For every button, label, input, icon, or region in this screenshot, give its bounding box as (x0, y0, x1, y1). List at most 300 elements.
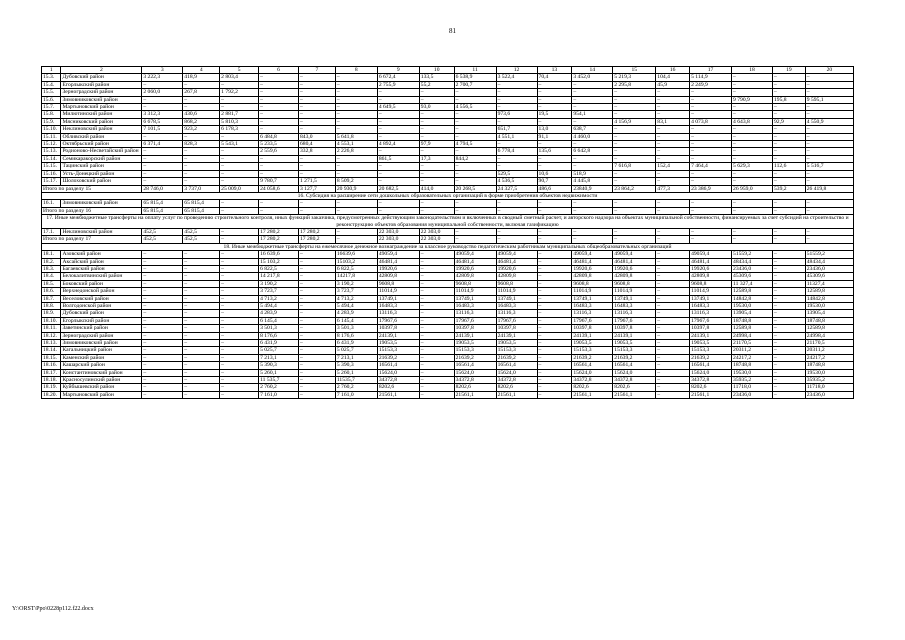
amount-cell: – (537, 163, 572, 170)
amount-cell: 21639,2 (496, 354, 537, 361)
amount-cell: – (377, 163, 419, 170)
amount-cell: 17967,6 (572, 317, 613, 324)
amount-cell: – (298, 317, 335, 324)
amount-cell: 70,4 (537, 74, 572, 81)
amount-cell: 8202,6 (454, 384, 496, 391)
amount-cell: – (537, 303, 572, 310)
amount-cell: 112,6 (772, 163, 805, 170)
amount-cell: – (690, 133, 732, 140)
amount-cell: – (259, 200, 299, 207)
amount-cell: 15624,0 (690, 369, 732, 376)
amount-cell: 24998,4 (805, 332, 853, 339)
amount-cell: 19053,5 (572, 340, 613, 347)
table-row (42, 178, 854, 185)
amount-cell: – (772, 354, 805, 361)
amount-cell: – (772, 81, 805, 88)
row-number: 18.12. (42, 332, 61, 339)
amount-cell: – (142, 325, 183, 332)
table-row (42, 295, 854, 302)
amount-cell: – (496, 163, 537, 170)
total-value: 22 303,0 (419, 236, 454, 243)
amount-cell: 13905,4 (732, 310, 773, 317)
amount-cell: – (142, 273, 183, 280)
amount-cell: – (220, 288, 259, 295)
amount-cell: 46481,4 (690, 258, 732, 265)
amount-cell: 518,9 (572, 170, 613, 177)
column-number: 12 (496, 67, 537, 74)
amount-cell: – (298, 258, 335, 265)
district-name: Зерноградский район (61, 332, 142, 339)
amount-cell: – (772, 141, 805, 148)
amount-cell: 45309,6 (805, 273, 853, 280)
amount-cell: – (732, 170, 773, 177)
amount-cell: – (690, 170, 732, 177)
amount-cell: 11 535,7 (259, 377, 299, 384)
amount-cell: 65 815,4 (183, 200, 220, 207)
amount-cell: – (572, 89, 613, 96)
amount-cell: 4 073,8 (690, 118, 732, 125)
amount-cell: – (772, 258, 805, 265)
amount-cell: – (772, 303, 805, 310)
amount-cell: 90,7 (537, 178, 572, 185)
amount-cell: 21561,1 (690, 391, 732, 398)
amount-cell: – (805, 89, 853, 96)
amount-cell: 15153,3 (377, 347, 419, 354)
amount-cell: 19530,0 (805, 369, 853, 376)
amount-cell: 15153,3 (613, 347, 656, 354)
amount-cell: 844,2 (454, 155, 496, 162)
amount-cell: 13749,1 (690, 295, 732, 302)
amount-cell: – (183, 340, 220, 347)
amount-cell: – (732, 126, 773, 133)
amount-cell: – (772, 155, 805, 162)
total-value: 3 127,7 (298, 185, 335, 192)
amount-cell: – (805, 141, 853, 148)
amount-cell: 19,5 (537, 111, 572, 118)
amount-cell: 12589,8 (732, 325, 773, 332)
amount-cell: – (419, 133, 454, 140)
amount-cell: – (142, 258, 183, 265)
amount-cell: 45309,6 (732, 273, 773, 280)
district-name: Верхнедонской район (61, 288, 142, 295)
amount-cell: – (732, 228, 773, 235)
amount-cell: – (220, 340, 259, 347)
amount-cell: 4 551,1 (496, 133, 537, 140)
amount-cell: 5 390,3 (335, 362, 377, 369)
total-label: Итого по разделу 17 (42, 236, 142, 243)
amount-cell: 34372,8 (613, 377, 656, 384)
amount-cell: 6 538,9 (454, 74, 496, 81)
amount-cell: 45,9 (656, 81, 690, 88)
row-number: 15.15. (42, 163, 61, 170)
amount-cell: – (572, 141, 613, 148)
amount-cell: 11014,9 (613, 288, 656, 295)
amount-cell: 11014,9 (454, 288, 496, 295)
total-value: – (220, 236, 259, 243)
table-row (42, 89, 854, 96)
table-row (42, 74, 854, 81)
amount-cell: 16483,3 (690, 303, 732, 310)
amount-cell: – (142, 163, 183, 170)
amount-cell: – (656, 126, 690, 133)
amount-cell: 16483,3 (496, 303, 537, 310)
district-name: Кашарский район (61, 362, 142, 369)
amount-cell: – (454, 178, 496, 185)
amount-cell: 35935,2 (732, 377, 773, 384)
amount-cell: – (656, 258, 690, 265)
amount-cell: – (220, 155, 259, 162)
amount-cell: – (656, 111, 690, 118)
amount-cell: 5 494,4 (259, 303, 299, 310)
amount-cell: – (656, 155, 690, 162)
amount-cell: – (537, 317, 572, 324)
amount-cell: – (454, 89, 496, 96)
column-number: 9 (377, 67, 419, 74)
amount-cell: – (419, 362, 454, 369)
amount-cell: – (377, 200, 419, 207)
section-total-row (42, 207, 854, 214)
amount-cell: 13,0 (537, 126, 572, 133)
amount-cell: 133,5 (419, 74, 454, 81)
amount-cell: – (183, 384, 220, 391)
amount-cell: 24139,1 (377, 332, 419, 339)
amount-cell: 42809,8 (690, 273, 732, 280)
row-number: 18.1. (42, 251, 61, 258)
amount-cell: – (772, 384, 805, 391)
table-row (42, 141, 854, 148)
amount-cell: – (772, 347, 805, 354)
amount-cell: 1 271,5 (298, 178, 335, 185)
amount-cell: 22 303,0 (377, 228, 419, 235)
table-row (42, 155, 854, 162)
amount-cell: 6 431,9 (335, 340, 377, 347)
amount-cell: 24998,4 (732, 332, 773, 339)
amount-cell: 6 678,5 (142, 118, 183, 125)
total-value: 3 737,0 (183, 185, 220, 192)
amount-cell: – (183, 265, 220, 272)
amount-cell: 452,5 (183, 228, 220, 235)
amount-cell: – (377, 118, 419, 125)
amount-cell: 5 641,8 (335, 133, 377, 140)
amount-cell: 973,6 (496, 111, 537, 118)
amount-cell: 4 649,5 (377, 104, 419, 111)
amount-cell: 2 060,0 (142, 89, 183, 96)
amount-cell: – (732, 141, 773, 148)
total-value: – (772, 236, 805, 243)
amount-cell: 6 178,3 (220, 126, 259, 133)
total-value: – (656, 207, 690, 214)
amount-cell: 2 226,8 (335, 148, 377, 155)
amount-cell: 6 672,4 (377, 74, 419, 81)
amount-cell: – (142, 354, 183, 361)
amount-cell: – (220, 251, 259, 258)
amount-cell: 16483,3 (613, 303, 656, 310)
section-total-row (42, 185, 854, 192)
amount-cell: – (419, 89, 454, 96)
district-name: Зимовниковский район (61, 96, 142, 103)
amount-cell: 17967,6 (690, 317, 732, 324)
row-number: 15.5. (42, 89, 61, 96)
amount-cell: 20311,2 (805, 347, 853, 354)
amount-cell: 267,8 (183, 89, 220, 96)
amount-cell: – (298, 163, 335, 170)
amount-cell: 11014,9 (690, 288, 732, 295)
amount-cell: 49059,4 (377, 251, 419, 258)
amount-cell: 10397,8 (572, 325, 613, 332)
amount-cell: 21561,1 (572, 391, 613, 398)
amount-cell: – (690, 178, 732, 185)
amount-cell: 16483,3 (377, 303, 419, 310)
amount-cell: – (537, 362, 572, 369)
amount-cell: – (805, 133, 853, 140)
amount-cell: – (183, 148, 220, 155)
amount-cell: – (377, 126, 419, 133)
amount-cell: – (613, 148, 656, 155)
amount-cell: – (656, 170, 690, 177)
amount-cell: 7 161,0 (259, 391, 299, 398)
amount-cell: – (419, 384, 454, 391)
table-body (42, 67, 854, 399)
amount-cell: 42809,8 (613, 273, 656, 280)
section-heading: 18. Иные межбюджетные трансферты на ежемесячное денежное вознаграждение за классное руководство педагогическим работникам муниципальных общеобразовательных организаций (42, 243, 854, 250)
amount-cell: 65 815,4 (142, 200, 183, 207)
district-name: Егорлыкский район (61, 81, 142, 88)
amount-cell: – (419, 280, 454, 287)
total-value: 20 682,5 (377, 185, 419, 192)
amount-cell: – (419, 258, 454, 265)
amount-cell: 5 025,7 (335, 347, 377, 354)
amount-cell: – (220, 228, 259, 235)
amount-cell: – (732, 200, 773, 207)
amount-cell: – (613, 133, 656, 140)
amount-cell: – (537, 288, 572, 295)
amount-cell: 42809,8 (572, 273, 613, 280)
amount-cell: – (142, 332, 183, 339)
district-name: Семикаракорский район (61, 155, 142, 162)
amount-cell: – (419, 325, 454, 332)
amount-cell: 19920,6 (377, 265, 419, 272)
column-number: 10 (419, 67, 454, 74)
amount-cell: – (496, 81, 537, 88)
total-value: 22 303,0 (377, 236, 419, 243)
amount-cell: – (772, 391, 805, 398)
amount-cell: – (537, 89, 572, 96)
total-value: 23 386,9 (690, 185, 732, 192)
district-name: Волгодонской район (61, 303, 142, 310)
amount-cell: – (298, 303, 335, 310)
amount-cell: – (259, 81, 299, 88)
amount-cell: – (454, 96, 496, 103)
amount-cell: – (454, 163, 496, 170)
amount-cell: 49059,4 (690, 251, 732, 258)
amount-cell: – (805, 200, 853, 207)
amount-cell: 14842,8 (805, 295, 853, 302)
amount-cell: – (259, 118, 299, 125)
amount-cell: – (656, 384, 690, 391)
amount-cell: – (537, 200, 572, 207)
amount-cell: – (183, 81, 220, 88)
amount-cell: – (772, 89, 805, 96)
amount-cell: – (220, 362, 259, 369)
amount-cell: – (298, 74, 335, 81)
amount-cell: – (656, 347, 690, 354)
amount-cell: – (454, 148, 496, 155)
table-row (42, 280, 854, 287)
amount-cell: – (732, 155, 773, 162)
amount-cell: 15153,3 (690, 347, 732, 354)
amount-cell: – (772, 251, 805, 258)
amount-cell: 46481,4 (572, 258, 613, 265)
amount-cell: – (537, 81, 572, 88)
amount-cell: – (220, 332, 259, 339)
table-row (42, 170, 854, 177)
amount-cell: – (335, 163, 377, 170)
amount-cell: 418,9 (183, 74, 220, 81)
district-name: Егорлыкский район (61, 317, 142, 324)
amount-cell: 5 260,1 (335, 369, 377, 376)
amount-cell: 2 559,6 (259, 148, 299, 155)
amount-cell: – (656, 280, 690, 287)
amount-cell: – (419, 377, 454, 384)
amount-cell: – (377, 96, 419, 103)
amount-cell: – (183, 163, 220, 170)
amount-cell: – (537, 265, 572, 272)
amount-cell: – (220, 170, 259, 177)
amount-cell: 16561,4 (613, 362, 656, 369)
total-value: 23840,9 (572, 185, 613, 192)
amount-cell: – (298, 126, 335, 133)
amount-cell: – (772, 228, 805, 235)
amount-cell: 6 145,4 (335, 317, 377, 324)
amount-cell: – (298, 200, 335, 207)
amount-cell: 6 822,5 (259, 265, 299, 272)
amount-cell: 195,8 (772, 96, 805, 103)
amount-cell: – (772, 126, 805, 133)
total-value: – (419, 207, 454, 214)
table-row (42, 391, 854, 398)
column-number: 11 (454, 67, 496, 74)
amount-cell: 4 156,9 (613, 118, 656, 125)
total-value: 486,6 (537, 185, 572, 192)
district-name: Белокалитвинский район (61, 273, 142, 280)
amount-cell: 923,2 (183, 126, 220, 133)
total-value: – (572, 207, 613, 214)
amount-cell: – (220, 317, 259, 324)
district-name: Куйбышевский район (61, 384, 142, 391)
amount-cell: – (183, 391, 220, 398)
amount-cell: 24217,2 (805, 354, 853, 361)
amount-cell: – (732, 133, 773, 140)
amount-cell: – (656, 303, 690, 310)
amount-cell: – (298, 170, 335, 177)
district-name: Кагальницкий район (61, 347, 142, 354)
total-value: 28 746,0 (142, 185, 183, 192)
amount-cell: – (656, 354, 690, 361)
row-number: 15.3. (42, 74, 61, 81)
amount-cell: – (220, 295, 259, 302)
amount-cell: – (537, 280, 572, 287)
amount-cell: – (656, 325, 690, 332)
amount-cell: 15153,3 (496, 347, 537, 354)
table-row (42, 340, 854, 347)
amount-cell: – (142, 178, 183, 185)
amount-cell: 2 700,7 (454, 81, 496, 88)
row-number: 15.10. (42, 126, 61, 133)
district-name: Усть-Донецкий район (61, 170, 142, 177)
amount-cell: – (259, 111, 299, 118)
column-number: 16 (656, 67, 690, 74)
amount-cell: – (220, 377, 259, 384)
amount-cell: 97,9 (419, 141, 454, 148)
amount-cell: – (220, 96, 259, 103)
amount-cell: – (335, 155, 377, 162)
amount-cell: – (377, 178, 419, 185)
amount-cell: 14 217,8 (259, 273, 299, 280)
amount-cell: 19530,0 (805, 303, 853, 310)
amount-cell: 5 260,1 (259, 369, 299, 376)
amount-cell: 22 303,0 (419, 228, 454, 235)
amount-cell: – (772, 377, 805, 384)
total-value: 17 280,2 (259, 236, 299, 243)
total-value: – (732, 236, 773, 243)
amount-cell: – (537, 369, 572, 376)
row-number: 18.10. (42, 317, 61, 324)
table-row (42, 273, 854, 280)
total-value: – (690, 207, 732, 214)
amount-cell: 843,0 (298, 133, 335, 140)
amount-cell: 7 213,1 (259, 354, 299, 361)
column-number: 18 (732, 67, 773, 74)
district-name: Боковский район (61, 280, 142, 287)
amount-cell: 21639,2 (454, 354, 496, 361)
amount-cell: 9608,8 (377, 280, 419, 287)
amount-cell: 3 190,2 (259, 280, 299, 287)
amount-cell: – (298, 362, 335, 369)
column-number: 17 (690, 67, 732, 74)
amount-cell: – (419, 317, 454, 324)
district-name: Неклиновский район (61, 228, 142, 235)
amount-cell: – (772, 332, 805, 339)
amount-cell: 48434,4 (805, 258, 853, 265)
district-name: Обливский район (61, 133, 142, 140)
amount-cell: – (220, 258, 259, 265)
amount-cell: 19920,6 (496, 265, 537, 272)
row-number: 18.18. (42, 377, 61, 384)
amount-cell: – (419, 111, 454, 118)
amount-cell: – (732, 111, 773, 118)
total-value: – (656, 236, 690, 243)
row-number: 18.7. (42, 295, 61, 302)
amount-cell: – (220, 325, 259, 332)
total-value: 26 959,0 (732, 185, 773, 192)
amount-cell: – (142, 288, 183, 295)
amount-cell: 17967,6 (454, 317, 496, 324)
amount-cell: 8 509,2 (335, 178, 377, 185)
table-row (42, 126, 854, 133)
row-number: 15.16. (42, 170, 61, 177)
amount-cell: 92,9 (772, 118, 805, 125)
amount-cell: 8202,6 (613, 384, 656, 391)
amount-cell: – (772, 170, 805, 177)
amount-cell: – (732, 148, 773, 155)
amount-cell: – (142, 170, 183, 177)
amount-cell: – (183, 303, 220, 310)
amount-cell: – (183, 273, 220, 280)
table-row (42, 369, 854, 376)
amount-cell: – (142, 295, 183, 302)
row-number: 18.16. (42, 362, 61, 369)
amount-cell: – (772, 148, 805, 155)
